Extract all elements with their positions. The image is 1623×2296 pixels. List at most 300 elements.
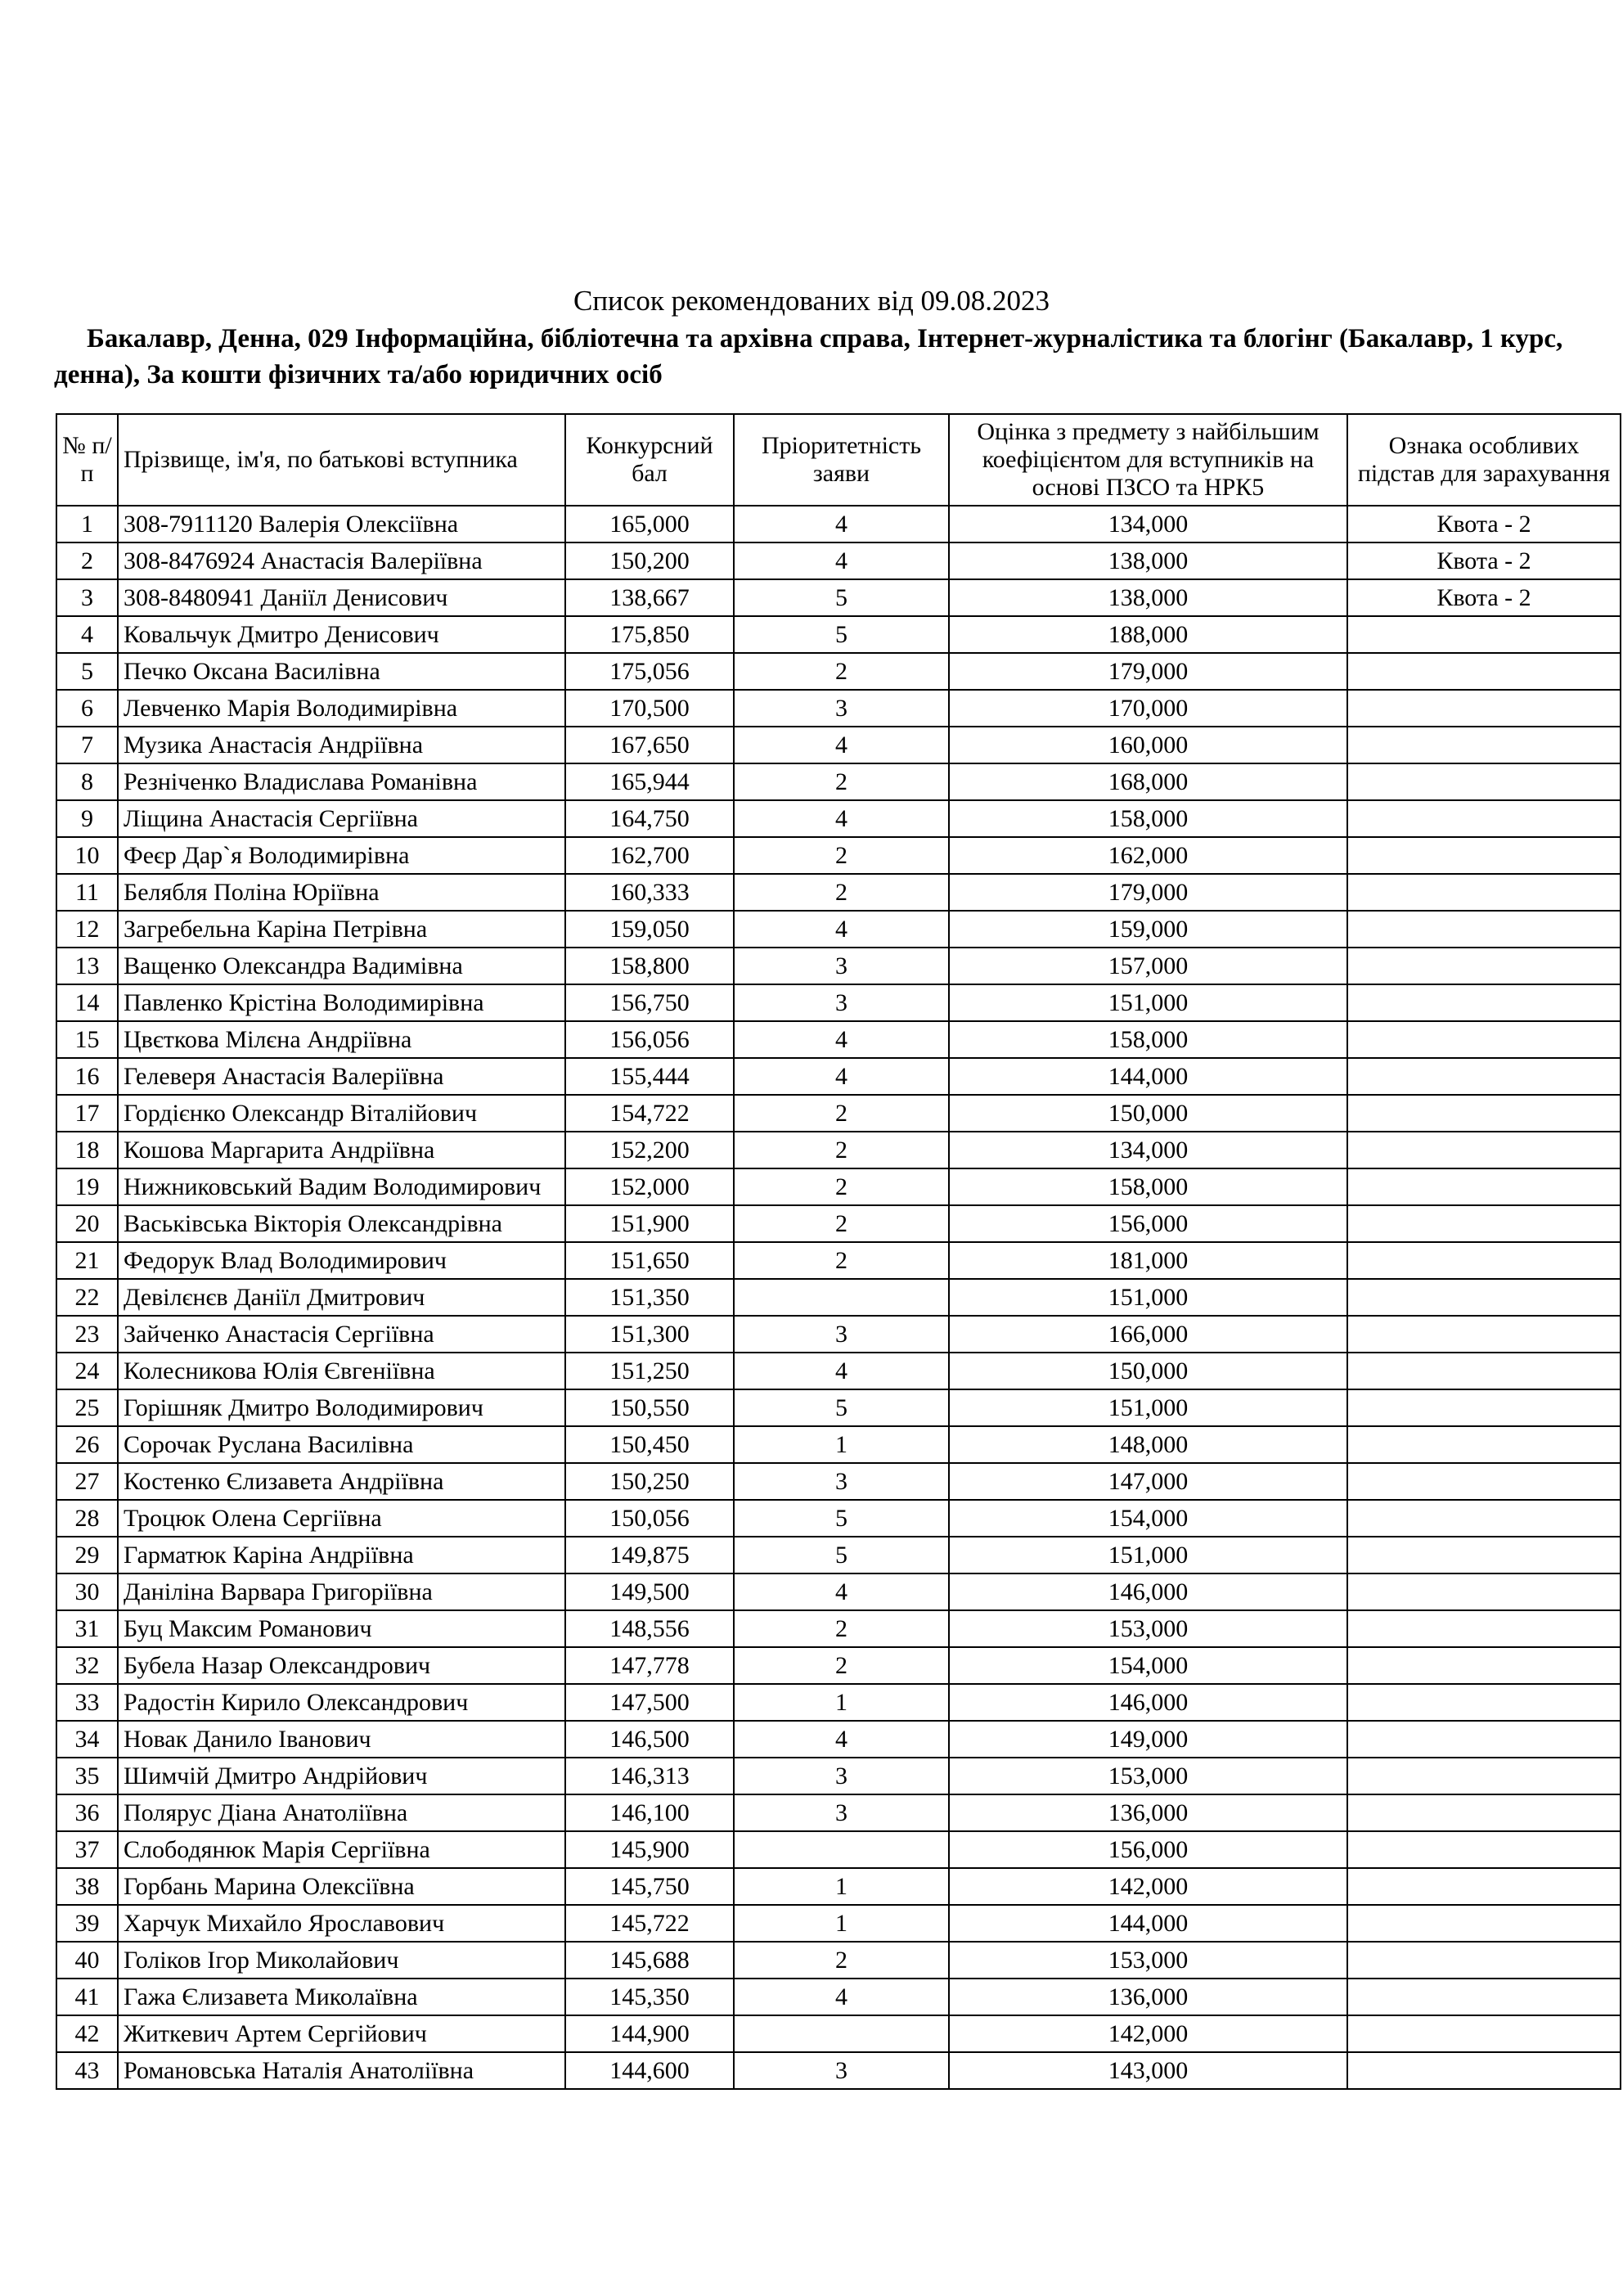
row-num: 3 bbox=[56, 579, 118, 616]
row-priority: 2 bbox=[734, 874, 949, 911]
row-special bbox=[1347, 800, 1621, 837]
row-num: 7 bbox=[56, 727, 118, 763]
table-row bbox=[56, 1610, 1621, 1647]
row-num: 25 bbox=[56, 1389, 118, 1426]
row-name: Радостін Кирило Олександрович bbox=[118, 1684, 565, 1721]
row-subject: 138,000 bbox=[949, 542, 1347, 579]
row-subject: 136,000 bbox=[949, 1794, 1347, 1831]
row-score: 147,500 bbox=[565, 1684, 734, 1721]
row-score: 160,333 bbox=[565, 874, 734, 911]
table-row bbox=[56, 1021, 1621, 1058]
table-row bbox=[56, 1942, 1621, 1979]
row-special bbox=[1347, 984, 1621, 1021]
row-num: 14 bbox=[56, 984, 118, 1021]
header-subject: Оцінка з предмету з найбільшим коефіцієнтом для вступників на основі ПЗСО та НРК5 bbox=[949, 414, 1347, 506]
row-special bbox=[1347, 2052, 1621, 2089]
row-num: 10 bbox=[56, 837, 118, 874]
row-num: 33 bbox=[56, 1684, 118, 1721]
row-priority: 2 bbox=[734, 1168, 949, 1205]
row-name: Цвєткова Мілєна Андріївна bbox=[118, 1021, 565, 1058]
row-num: 8 bbox=[56, 763, 118, 800]
row-subject: 151,000 bbox=[949, 1537, 1347, 1573]
row-subject: 136,000 bbox=[949, 1979, 1347, 2015]
table-row bbox=[56, 542, 1621, 579]
row-score: 151,300 bbox=[565, 1316, 734, 1353]
row-num: 9 bbox=[56, 800, 118, 837]
table-row bbox=[56, 1242, 1621, 1279]
row-special bbox=[1347, 1242, 1621, 1279]
row-num: 34 bbox=[56, 1721, 118, 1758]
row-score: 146,500 bbox=[565, 1721, 734, 1758]
row-name: Житкевич Артем Сергійович bbox=[118, 2015, 565, 2052]
table-row bbox=[56, 1794, 1621, 1831]
table-row bbox=[56, 1353, 1621, 1389]
row-priority: 5 bbox=[734, 579, 949, 616]
row-subject: 142,000 bbox=[949, 1868, 1347, 1905]
row-num: 11 bbox=[56, 874, 118, 911]
row-priority: 2 bbox=[734, 653, 949, 690]
row-num: 22 bbox=[56, 1279, 118, 1316]
row-name: Зайченко Анастасія Сергіївна bbox=[118, 1316, 565, 1353]
table-row bbox=[56, 1684, 1621, 1721]
row-priority: 4 bbox=[734, 506, 949, 542]
row-priority: 3 bbox=[734, 690, 949, 727]
row-name: Павленко Крістіна Володимирівна bbox=[118, 984, 565, 1021]
table-row bbox=[56, 1426, 1621, 1463]
row-num: 37 bbox=[56, 1831, 118, 1868]
row-name: Костенко Єлизавета Андріївна bbox=[118, 1463, 565, 1500]
row-score: 145,722 bbox=[565, 1905, 734, 1942]
row-num: 15 bbox=[56, 1021, 118, 1058]
row-special bbox=[1347, 948, 1621, 984]
row-special: Квота - 2 bbox=[1347, 542, 1621, 579]
row-subject: 158,000 bbox=[949, 800, 1347, 837]
table-row bbox=[56, 837, 1621, 874]
row-priority: 5 bbox=[734, 616, 949, 653]
table-row bbox=[56, 2052, 1621, 2089]
row-special bbox=[1347, 1205, 1621, 1242]
row-special bbox=[1347, 1463, 1621, 1500]
row-special bbox=[1347, 1794, 1621, 1831]
row-subject: 166,000 bbox=[949, 1316, 1347, 1353]
row-special bbox=[1347, 1132, 1621, 1168]
table-row bbox=[56, 911, 1621, 948]
row-name: Гажа Єлизавета Миколаївна bbox=[118, 1979, 565, 2015]
row-score: 148,556 bbox=[565, 1610, 734, 1647]
row-priority: 2 bbox=[734, 1205, 949, 1242]
table-row bbox=[56, 1463, 1621, 1500]
row-name: Федорук Влад Володимирович bbox=[118, 1242, 565, 1279]
row-priority: 1 bbox=[734, 1905, 949, 1942]
row-num: 18 bbox=[56, 1132, 118, 1168]
table-row bbox=[56, 1905, 1621, 1942]
row-priority: 2 bbox=[734, 763, 949, 800]
row-score: 150,200 bbox=[565, 542, 734, 579]
row-special bbox=[1347, 1316, 1621, 1353]
row-num: 19 bbox=[56, 1168, 118, 1205]
row-name: Резніченко Владислава Романівна bbox=[118, 763, 565, 800]
row-subject: 134,000 bbox=[949, 1132, 1347, 1168]
row-score: 150,450 bbox=[565, 1426, 734, 1463]
row-score: 165,000 bbox=[565, 506, 734, 542]
row-priority: 3 bbox=[734, 1758, 949, 1794]
row-score: 162,700 bbox=[565, 837, 734, 874]
row-special bbox=[1347, 1537, 1621, 1573]
row-name: Шимчій Дмитро Андрійович bbox=[118, 1758, 565, 1794]
table-row bbox=[56, 1721, 1621, 1758]
row-name: Феєр Дар`я Володимирівна bbox=[118, 837, 565, 874]
row-priority: 4 bbox=[734, 1021, 949, 1058]
row-num: 42 bbox=[56, 2015, 118, 2052]
row-name: 308-8476924 Анастасія Валеріївна bbox=[118, 542, 565, 579]
row-name: Горбань Марина Олексіївна bbox=[118, 1868, 565, 1905]
table-row bbox=[56, 1500, 1621, 1537]
row-special bbox=[1347, 1021, 1621, 1058]
row-special bbox=[1347, 1610, 1621, 1647]
row-special bbox=[1347, 616, 1621, 653]
row-score: 145,900 bbox=[565, 1831, 734, 1868]
row-subject: 154,000 bbox=[949, 1500, 1347, 1537]
table-body bbox=[56, 506, 1621, 2089]
table-row bbox=[56, 874, 1621, 911]
row-num: 40 bbox=[56, 1942, 118, 1979]
table-row bbox=[56, 1316, 1621, 1353]
row-priority: 2 bbox=[734, 1095, 949, 1132]
row-num: 39 bbox=[56, 1905, 118, 1942]
row-name: Колесникова Юлія Євгеніївна bbox=[118, 1353, 565, 1389]
row-name: Горішняк Дмитро Володимирович bbox=[118, 1389, 565, 1426]
row-score: 154,722 bbox=[565, 1095, 734, 1132]
table-row bbox=[56, 948, 1621, 984]
row-num: 26 bbox=[56, 1426, 118, 1463]
row-subject: 157,000 bbox=[949, 948, 1347, 984]
row-score: 147,778 bbox=[565, 1647, 734, 1684]
row-subject: 170,000 bbox=[949, 690, 1347, 727]
row-name: Троцюк Олена Сергіївна bbox=[118, 1500, 565, 1537]
row-priority: 1 bbox=[734, 1426, 949, 1463]
row-name: Ващенко Олександра Вадимівна bbox=[118, 948, 565, 984]
row-priority: 3 bbox=[734, 984, 949, 1021]
row-num: 43 bbox=[56, 2052, 118, 2089]
row-num: 12 bbox=[56, 911, 118, 948]
row-priority bbox=[734, 1831, 949, 1868]
row-name: Васьківська Вікторія Олександрівна bbox=[118, 1205, 565, 1242]
table-row bbox=[56, 1205, 1621, 1242]
row-priority: 4 bbox=[734, 1721, 949, 1758]
row-special bbox=[1347, 1389, 1621, 1426]
table-row bbox=[56, 1758, 1621, 1794]
row-subject: 153,000 bbox=[949, 1942, 1347, 1979]
row-name: 308-8480941 Даніїл Денисович bbox=[118, 579, 565, 616]
page-title: Список рекомендованих від 09.08.2023 bbox=[573, 285, 1050, 317]
row-name: Полярус Діана Анатоліївна bbox=[118, 1794, 565, 1831]
row-subject: 179,000 bbox=[949, 653, 1347, 690]
row-score: 164,750 bbox=[565, 800, 734, 837]
row-score: 151,900 bbox=[565, 1205, 734, 1242]
row-subject: 181,000 bbox=[949, 1242, 1347, 1279]
row-special bbox=[1347, 690, 1621, 727]
row-priority: 4 bbox=[734, 1979, 949, 2015]
row-special bbox=[1347, 763, 1621, 800]
table-row bbox=[56, 727, 1621, 763]
row-score: 152,000 bbox=[565, 1168, 734, 1205]
row-subject: 151,000 bbox=[949, 984, 1347, 1021]
table-row bbox=[56, 653, 1621, 690]
row-priority: 3 bbox=[734, 1316, 949, 1353]
row-subject: 150,000 bbox=[949, 1095, 1347, 1132]
row-score: 145,350 bbox=[565, 1979, 734, 2015]
row-special bbox=[1347, 911, 1621, 948]
table-row bbox=[56, 1868, 1621, 1905]
row-num: 35 bbox=[56, 1758, 118, 1794]
row-score: 150,250 bbox=[565, 1463, 734, 1500]
row-name: Ліщина Анастасія Сергіївна bbox=[118, 800, 565, 837]
row-priority: 4 bbox=[734, 1353, 949, 1389]
row-score: 138,667 bbox=[565, 579, 734, 616]
row-subject: 134,000 bbox=[949, 506, 1347, 542]
row-priority: 4 bbox=[734, 1573, 949, 1610]
table-row bbox=[56, 616, 1621, 653]
row-num: 23 bbox=[56, 1316, 118, 1353]
table-row bbox=[56, 1058, 1621, 1095]
row-score: 175,850 bbox=[565, 616, 734, 653]
row-num: 6 bbox=[56, 690, 118, 727]
row-name: Ковальчук Дмитро Денисович bbox=[118, 616, 565, 653]
table-row bbox=[56, 800, 1621, 837]
row-name: Даніліна Варвара Григоріївна bbox=[118, 1573, 565, 1610]
table-row bbox=[56, 1279, 1621, 1316]
row-num: 36 bbox=[56, 1794, 118, 1831]
row-name: Слободянюк Марія Сергіївна bbox=[118, 1831, 565, 1868]
row-priority bbox=[734, 1279, 949, 1316]
table-row bbox=[56, 1168, 1621, 1205]
row-special bbox=[1347, 1279, 1621, 1316]
row-special bbox=[1347, 1684, 1621, 1721]
table-row bbox=[56, 1095, 1621, 1132]
row-special bbox=[1347, 1058, 1621, 1095]
row-score: 145,688 bbox=[565, 1942, 734, 1979]
row-num: 21 bbox=[56, 1242, 118, 1279]
row-name: 308-7911120 Валерія Олексіївна bbox=[118, 506, 565, 542]
row-subject: 156,000 bbox=[949, 1831, 1347, 1868]
row-num: 4 bbox=[56, 616, 118, 653]
row-score: 152,200 bbox=[565, 1132, 734, 1168]
row-special bbox=[1347, 1942, 1621, 1979]
row-special bbox=[1347, 1353, 1621, 1389]
row-name: Музика Анастасія Андріївна bbox=[118, 727, 565, 763]
row-special: Квота - 2 bbox=[1347, 579, 1621, 616]
row-special bbox=[1347, 1500, 1621, 1537]
table-row bbox=[56, 1132, 1621, 1168]
table-row bbox=[56, 1831, 1621, 1868]
row-num: 17 bbox=[56, 1095, 118, 1132]
row-priority: 1 bbox=[734, 1684, 949, 1721]
table-row bbox=[56, 984, 1621, 1021]
row-priority: 2 bbox=[734, 1242, 949, 1279]
row-score: 156,056 bbox=[565, 1021, 734, 1058]
row-num: 20 bbox=[56, 1205, 118, 1242]
row-special bbox=[1347, 1721, 1621, 1758]
row-name: Нижниковський Вадим Володимирович bbox=[118, 1168, 565, 1205]
row-name: Сорочак Руслана Василівна bbox=[118, 1426, 565, 1463]
row-subject: 149,000 bbox=[949, 1721, 1347, 1758]
header-score: Конкурсний бал bbox=[565, 414, 734, 506]
row-num: 24 bbox=[56, 1353, 118, 1389]
table-row bbox=[56, 2015, 1621, 2052]
row-name: Кошова Маргарита Андріївна bbox=[118, 1132, 565, 1168]
table-header-row bbox=[56, 414, 1621, 506]
row-special bbox=[1347, 727, 1621, 763]
row-priority: 4 bbox=[734, 800, 949, 837]
row-num: 13 bbox=[56, 948, 118, 984]
row-score: 175,056 bbox=[565, 653, 734, 690]
row-subject: 188,000 bbox=[949, 616, 1347, 653]
row-priority: 3 bbox=[734, 948, 949, 984]
row-priority: 2 bbox=[734, 837, 949, 874]
row-special bbox=[1347, 1573, 1621, 1610]
row-score: 150,550 bbox=[565, 1389, 734, 1426]
row-priority: 5 bbox=[734, 1537, 949, 1573]
row-subject: 146,000 bbox=[949, 1573, 1347, 1610]
row-priority: 3 bbox=[734, 1463, 949, 1500]
row-num: 30 bbox=[56, 1573, 118, 1610]
row-score: 151,250 bbox=[565, 1353, 734, 1389]
row-score: 151,350 bbox=[565, 1279, 734, 1316]
row-special bbox=[1347, 1831, 1621, 1868]
row-subject: 160,000 bbox=[949, 727, 1347, 763]
header-priority: Пріоритетність заяви bbox=[734, 414, 949, 506]
row-name: Харчук Михайло Ярославович bbox=[118, 1905, 565, 1942]
row-subject: 138,000 bbox=[949, 579, 1347, 616]
header-special: Ознака особливих підстав для зарахування bbox=[1347, 414, 1621, 506]
row-name: Буц Максим Романович bbox=[118, 1610, 565, 1647]
table-row bbox=[56, 690, 1621, 727]
row-subject: 148,000 bbox=[949, 1426, 1347, 1463]
row-special bbox=[1347, 1905, 1621, 1942]
row-score: 156,750 bbox=[565, 984, 734, 1021]
row-special bbox=[1347, 1979, 1621, 2015]
row-special bbox=[1347, 1168, 1621, 1205]
row-name: Гордієнко Олександр Віталійович bbox=[118, 1095, 565, 1132]
row-subject: 158,000 bbox=[949, 1168, 1347, 1205]
row-special bbox=[1347, 1426, 1621, 1463]
row-priority: 4 bbox=[734, 727, 949, 763]
row-score: 165,944 bbox=[565, 763, 734, 800]
row-name: Романовська Наталія Анатоліївна bbox=[118, 2052, 565, 2089]
row-special bbox=[1347, 837, 1621, 874]
row-num: 38 bbox=[56, 1868, 118, 1905]
row-score: 158,800 bbox=[565, 948, 734, 984]
page-subtitle: Бакалавр, Денна, 029 Інформаційна, бібліотечна та архівна справа, Інтернет-журналістика та блогінг (Бакалавр, 1 курс, денна), За кошти фізичних та/або юридичних осіб bbox=[54, 324, 1563, 389]
row-priority: 4 bbox=[734, 911, 949, 948]
row-subject: 159,000 bbox=[949, 911, 1347, 948]
row-special bbox=[1347, 874, 1621, 911]
row-score: 149,500 bbox=[565, 1573, 734, 1610]
table-row bbox=[56, 1389, 1621, 1426]
row-num: 5 bbox=[56, 653, 118, 690]
row-subject: 146,000 bbox=[949, 1684, 1347, 1721]
row-priority: 3 bbox=[734, 2052, 949, 2089]
row-name: Бубела Назар Олександрович bbox=[118, 1647, 565, 1684]
row-priority: 2 bbox=[734, 1647, 949, 1684]
row-score: 170,500 bbox=[565, 690, 734, 727]
row-name: Печко Оксана Василівна bbox=[118, 653, 565, 690]
row-num: 41 bbox=[56, 1979, 118, 2015]
row-priority: 5 bbox=[734, 1389, 949, 1426]
header-name: Прізвище, ім'я, по батькові вступника bbox=[118, 414, 565, 506]
row-name: Левченко Марія Володимирівна bbox=[118, 690, 565, 727]
table-row bbox=[56, 1573, 1621, 1610]
table-row bbox=[56, 763, 1621, 800]
row-priority: 2 bbox=[734, 1942, 949, 1979]
row-subject: 156,000 bbox=[949, 1205, 1347, 1242]
row-num: 32 bbox=[56, 1647, 118, 1684]
row-name: Гарматюк Каріна Андріївна bbox=[118, 1537, 565, 1573]
row-name: Загребельна Каріна Петрівна bbox=[118, 911, 565, 948]
row-priority: 4 bbox=[734, 1058, 949, 1095]
row-subject: 151,000 bbox=[949, 1389, 1347, 1426]
row-score: 145,750 bbox=[565, 1868, 734, 1905]
row-priority: 4 bbox=[734, 542, 949, 579]
row-subject: 162,000 bbox=[949, 837, 1347, 874]
row-special bbox=[1347, 1647, 1621, 1684]
row-special bbox=[1347, 1095, 1621, 1132]
table-row bbox=[56, 1979, 1621, 2015]
table-row bbox=[56, 1537, 1621, 1573]
row-score: 167,650 bbox=[565, 727, 734, 763]
row-num: 28 bbox=[56, 1500, 118, 1537]
header-num: № п/п bbox=[56, 414, 118, 506]
row-subject: 179,000 bbox=[949, 874, 1347, 911]
row-subject: 147,000 bbox=[949, 1463, 1347, 1500]
row-subject: 153,000 bbox=[949, 1610, 1347, 1647]
row-score: 151,650 bbox=[565, 1242, 734, 1279]
row-priority: 3 bbox=[734, 1794, 949, 1831]
row-special: Квота - 2 bbox=[1347, 506, 1621, 542]
row-name: Гелеверя Анастасія Валеріївна bbox=[118, 1058, 565, 1095]
row-priority bbox=[734, 2015, 949, 2052]
row-num: 16 bbox=[56, 1058, 118, 1095]
row-score: 144,600 bbox=[565, 2052, 734, 2089]
row-num: 27 bbox=[56, 1463, 118, 1500]
row-num: 1 bbox=[56, 506, 118, 542]
row-priority: 2 bbox=[734, 1132, 949, 1168]
row-name: Девілєнєв Даніїл Дмитрович bbox=[118, 1279, 565, 1316]
row-subject: 154,000 bbox=[949, 1647, 1347, 1684]
row-subject: 143,000 bbox=[949, 2052, 1347, 2089]
row-priority: 2 bbox=[734, 1610, 949, 1647]
row-name: Новак Данило Іванович bbox=[118, 1721, 565, 1758]
row-subject: 144,000 bbox=[949, 1905, 1347, 1942]
row-name: Белябля Поліна Юріївна bbox=[118, 874, 565, 911]
row-subject: 168,000 bbox=[949, 763, 1347, 800]
row-special bbox=[1347, 1868, 1621, 1905]
row-subject: 151,000 bbox=[949, 1279, 1347, 1316]
table-row bbox=[56, 579, 1621, 616]
table-row bbox=[56, 506, 1621, 542]
row-priority: 1 bbox=[734, 1868, 949, 1905]
row-score: 146,100 bbox=[565, 1794, 734, 1831]
row-subject: 158,000 bbox=[949, 1021, 1347, 1058]
row-num: 2 bbox=[56, 542, 118, 579]
row-priority: 5 bbox=[734, 1500, 949, 1537]
row-subject: 144,000 bbox=[949, 1058, 1347, 1095]
row-subject: 153,000 bbox=[949, 1758, 1347, 1794]
recommended-list-table bbox=[56, 413, 1621, 2090]
row-special bbox=[1347, 2015, 1621, 2052]
row-score: 144,900 bbox=[565, 2015, 734, 2052]
row-score: 149,875 bbox=[565, 1537, 734, 1573]
